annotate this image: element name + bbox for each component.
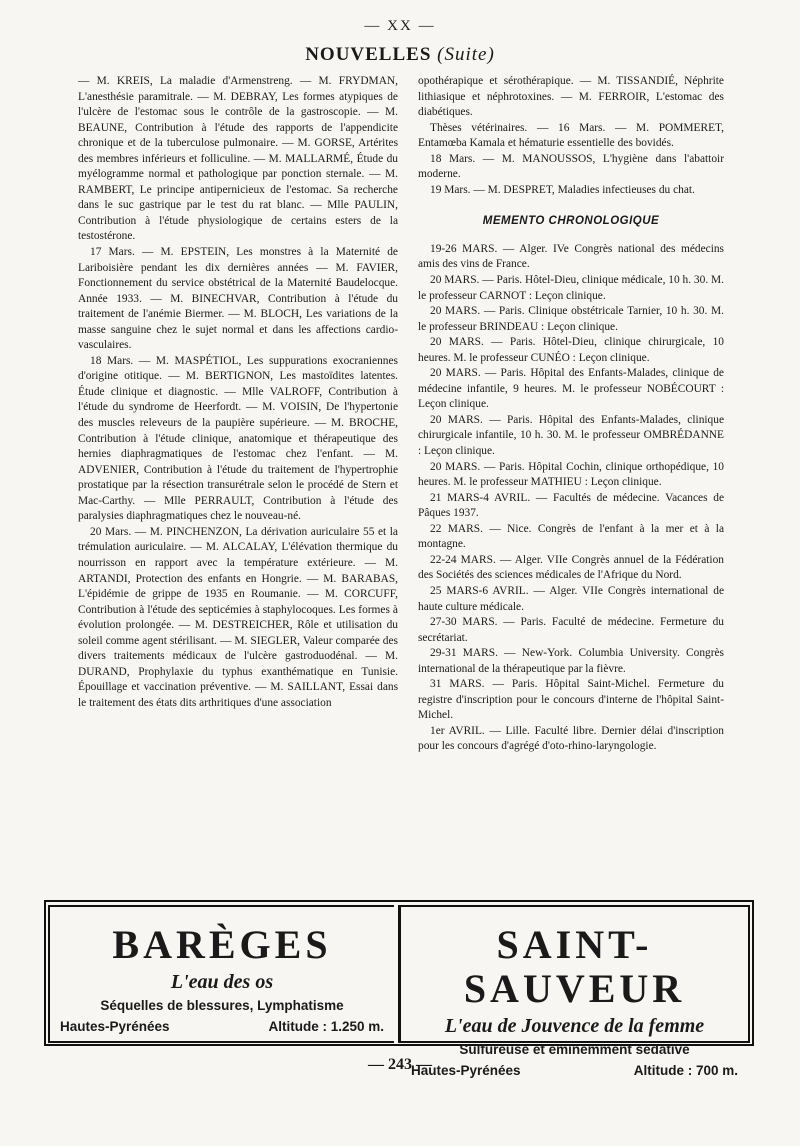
memento-entry: 27-30 MARS. — Paris. Faculté de médecine. Fermeture du secrétariat. (418, 616, 724, 644)
ad-altitude: Altitude : 1.250 m. (268, 1019, 384, 1034)
memento-entry: 21 MARS-4 AVRIL. — Facultés de médecine. Vacances de Pâques 1937. (418, 491, 724, 520)
memento-entry: 19-26 MARS. — Alger. IVe Congrès national des médecins amis des vins de France. (418, 242, 724, 271)
right-column (418, 74, 724, 755)
ad-subtitle: Sulfureuse et éminemment sédative (459, 1042, 690, 1057)
memento-entry: 31 MARS. — Paris. Hôpital Saint-Michel. Fermeture du registre d'inscription pour le concours d'interne de l'hôpital Saint-Michel. (418, 678, 724, 722)
memento-entry: 20 MARS. — Paris. Hôtel-Dieu, clinique chirurgicale, 10 heures. M. le professeur CUNÉO : Leçon clinique. (418, 336, 724, 364)
article-paragraph: 18 Mars. — M. MANOUSSOS, L'hygiène dans l'abattoir moderne. (418, 152, 724, 181)
ad-brand-name: SAINT-SAUVEUR (463, 922, 686, 1011)
article-paragraph: 18 Mars. — M. MASPÉTIOL, Les suppurations exocraniennes d'origine otitique. — M. BERTIGNON, Les mastoïdites latentes. Étude clinique et diagnostic. — Mlle VALROFF, Contribution à l'étude du syndrome de Heerfordt. — M. VOISIN, De l'hypertonie des muscles releveurs de la paupière supérieure. — M. BROCHE, Contribution à l'étude clinique, anatomique et thérapeutique des hernies diaphragmatiques de l'estomac chez l'enfant. — M. ADVENIER, Contribution à l'étude du traitement de l'hypertrophie prostatique par la résection transurétrale selon le procédé de Stern et Mac-Carthy. — Mlle PERRAULT, Contribution à l'étude des paralysies diaphragmatiques chez le nouveau-né. (78, 354, 398, 523)
memento-entry: 1er AVRIL. — Lille. Faculté libre. Dernier délai d'inscription pour les concours d'agrégé d'oto-rhino-laryngologie. (418, 724, 724, 753)
ad-tagline: L'eau des os (170, 971, 274, 993)
article-paragraph: 17 Mars. — M. EPSTEIN, Les monstres à la Maternité de Lariboisière pendant les dix dernières années — M. FAVIER, Fonctionnement du service obstétrical de la Maternité Baudelocque. Année 1933. — M. BINECHVAR, Contribution à l'étude du traitement de l'anémie Biermer. — M. BLOCH, Les variations de la masse sanguine chez le sujet normal et dans les affections cardio-vasculaires. (78, 246, 398, 352)
ad-region: Hautes-Pyrénées (60, 1019, 170, 1034)
bareges-advertisement (48, 905, 394, 1043)
ad-altitude: Altitude : 700 m. (633, 1063, 738, 1078)
ad-region: Hautes-Pyrénées (411, 1063, 521, 1078)
article-paragraph: 19 Mars. — M. DESPRET, Maladies infectieuses du chat. (430, 183, 695, 196)
section-title-text: NOUVELLES (305, 44, 432, 65)
ad-tagline: L'eau de Jouvence de la femme (444, 1015, 705, 1037)
memento-entry: 20 MARS. — Paris. Hôpital Cochin, clinique orthopédique, 10 heures. M. le professeur MATHIEU : Leçon clinique. (418, 460, 724, 489)
page-number: — 243 — (368, 1056, 432, 1073)
memento-entry: 29-31 MARS. — New-York. Columbia University. Congrès international de la thérapeutique par la fièvre. (418, 647, 724, 675)
memento-entry: 20 MARS. — Paris. Hôtel-Dieu, clinique médicale, 10 h. 30. M. le professeur CARNOT : Leçon clinique. (418, 274, 724, 302)
memento-entry: 22-24 MARS. — Alger. VIIe Congrès annuel de la Fédération des Sociétés des sciences médicales de l'Afrique du Nord. (418, 553, 724, 582)
article-paragraph: — M. KREIS, La maladie d'Armenstreng. — M. FRYDMAN, L'anesthésie paramitrale. — M. DEBRAY, Les formes atypiques de l'ulcère de l'estomac sous le contrôle de la gastroscopie. — M. BEAUNE, Contribution à l'étude des rapports de l'appendicite chronique et de la tuberculose pulmonaire. — M. GORSE, Artérites des membres inférieurs et folliculine. — M. MALLARMÉ, Étude du myélogramme normal et pathologique par ponction sternale. — M. RAMBERT, Le principe antipernicieux de l'estomac. Sa recherche dans le suc gastrique par le test du rat blanc. — Mlle PAULIN, Contribution à l'étude physiologique de certains esters de la testostérone. (78, 75, 398, 243)
memento-title: MEMENTO CHRONOLOGIQUE (482, 215, 660, 228)
section-title (0, 44, 800, 66)
article-paragraph: 20 Mars. — M. PINCHENZON, La dérivation auriculaire 55 et la trémulation auriculaire. — M. ALCALAY, L'élévation thermique du nourrisson en rapport avec la température extérieure. — M. ARTANDI, Protection des enfants en Hongrie. — M. BARABAS, L'épidémie de grippe de 1935 en Roumanie. — M. CORCUFF, Contribution à l'étude des septicémies à staphylocoques. Les formes à évolution prolongée. — M. DESTREICHER, Rôle et utilisation du soleil comme agent stérilisant. — M. SIEGLER, Valeur comparée des divers traitements médicaux de l'ulcère gastroduodénal. — M. DURAND, Prophylaxie du typhus exanthématique en Tunisie. Épouillage et vaccination préventive. — M. SAILLANT, Essai dans le traitement des états dits arthritiques d'une association (78, 525, 398, 709)
memento-entry: 22 MARS. — Nice. Congrès de l'enfant à la mer et à la montagne. (418, 522, 724, 551)
memento-entry: 20 MARS. — Paris. Clinique obstétricale Tarnier, 10 h. 30. M. le professeur BRINDEAU : Leçon clinique. (418, 305, 724, 333)
ad-brand-name: BARÈGES (112, 922, 332, 967)
ad-details-row (50, 1019, 394, 1034)
memento-entry: 25 MARS-6 AVRIL. — Alger. VIIe Congrès international de haute culture médicale. (418, 584, 724, 613)
page-roman-numeral: — XX — (364, 18, 436, 34)
section-title-suffix: (Suite) (437, 44, 495, 65)
memento-entry: 20 MARS. — Paris. Hôpital des Enfants-Malades, clinique chirurgicale infantile, 10 h. 30. M. le professeur OMBRÉDANNE : Leçon clinique. (418, 413, 724, 458)
article-paragraph: opothérapique et sérothérapique. — M. TISSANDIÉ, Néphrite lithiasique et néphrotoxines. — M. FERROIR, L'estomac des diabétiques. (418, 75, 724, 119)
left-column (78, 74, 398, 711)
article-paragraph: Thèses vétérinaires. — 16 Mars. — M. POMMERET, Entamœba Kamala et hématurie essentielle des bovidés. (418, 121, 724, 150)
memento-entry: 20 MARS. — Paris. Hôpital des Enfants-Malades, clinique de médecine infantile, 9 heures. M. le professeur NOBÉCOURT : Leçon clinique. (418, 367, 724, 411)
ad-subtitle: Séquelles de blessures, Lymphatisme (100, 998, 344, 1013)
